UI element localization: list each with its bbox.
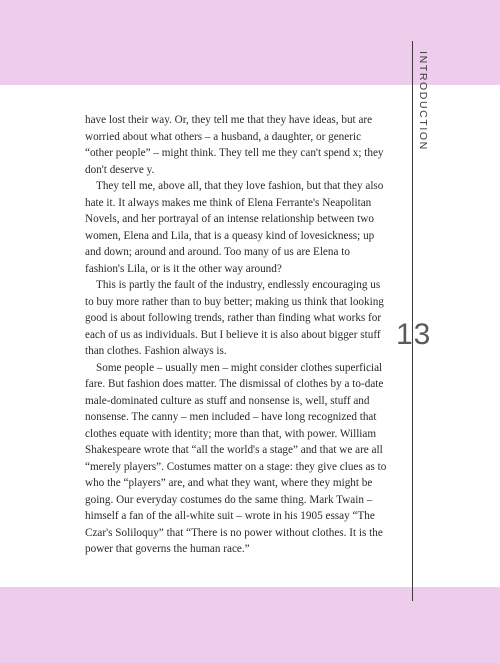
bottom-pink-band: [0, 587, 500, 663]
paragraph: This is partly the fault of the industry, endlessly encouraging us to buy more rather than to buy better; making us think that looking good is about following trends, rather than finding what works for each of us as individuals. But I believe it is also about bigger stuff than clothes. Fashion always is.: [85, 279, 384, 357]
paragraph: They tell me, above all, that they love fashion, but that they also hate it. It always makes me think of Elena Ferrante's Neapolitan Novels, and her portrayal of an intense relationship between two women, Elena and Lila, that is a queasy kind of lovesickness; up and down; around and around. Too many of us are Elena to fashion's Lila, or is it the other way around?: [85, 180, 384, 275]
paragraph: Some people – usually men – might consider clothes superficial fare. But fashion does matter. The dismissal of clothes by a to-date male-dominated culture as stuff and nonsense is, well, stuff and nonsense. The canny – men included – have long recognized that clothes equate with identity; more than that, with power. William Shakespeare wrote that “all the world's a stage” and that we are all “merely players”. Costumes matter on a stage: they give clues as to who the “players” are, and what they want, where they might be going. Our everyday costumes do the same thing. Mark Twain – himself a fan of the all-white suit – wrote in his 1905 essay “The Czar's Soliloquy” that “There is no power without clothes. It is the power that governs the human race.”: [85, 361, 387, 555]
body-text: [85, 112, 391, 558]
running-head: [413, 46, 433, 156]
running-head-label: INTRODUCTION: [417, 51, 430, 151]
page-number: 13: [396, 318, 432, 351]
paragraph: have lost their way. Or, they tell me that they have ideas, but are worried about what others – a husband, a daughter, or generic “other people” – might think. They tell me they can't spend x; they don't deserve y.: [85, 114, 384, 176]
